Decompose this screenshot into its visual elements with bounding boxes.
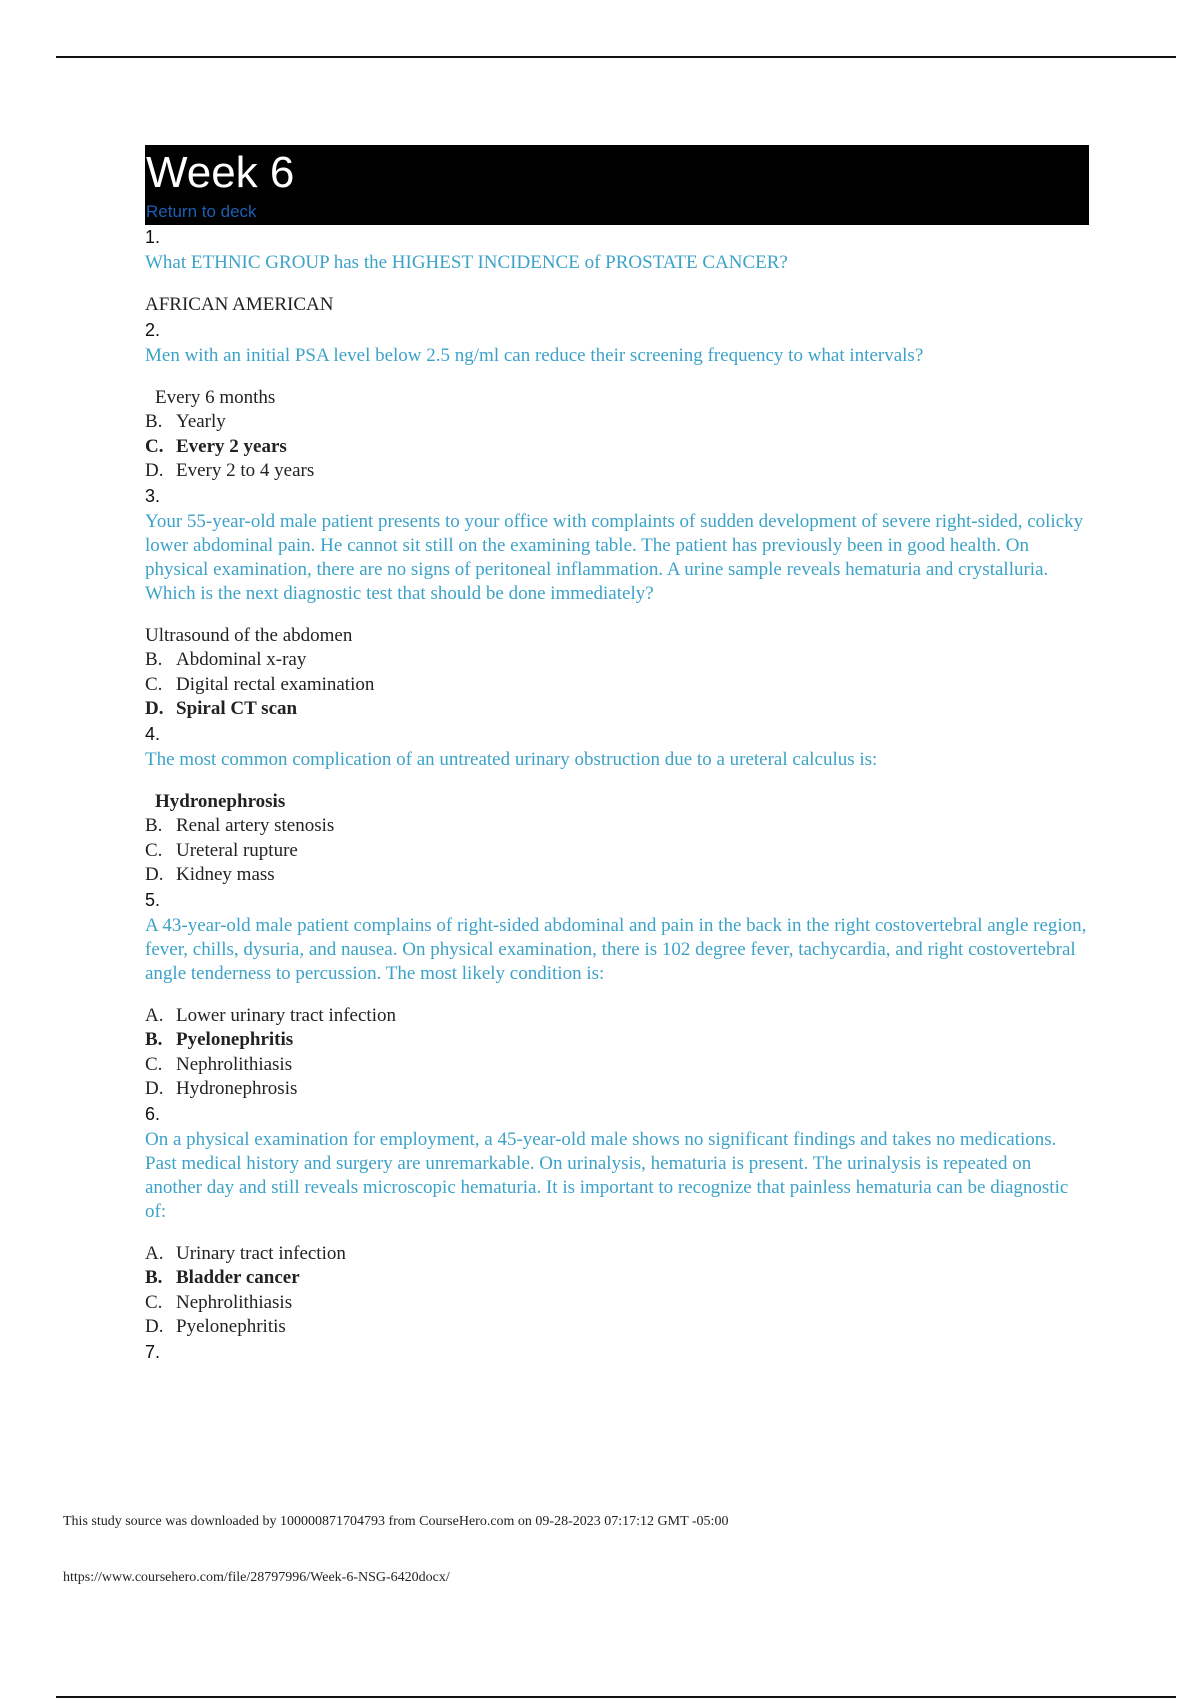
question-number: 4. (145, 723, 161, 744)
answer-letter: C. (145, 1291, 163, 1313)
answer-letter: B. (145, 411, 163, 432)
return-to-deck-link[interactable]: Return to deck (146, 202, 257, 221)
answer-text: Bladder cancer (176, 1267, 300, 1288)
answer-letter: C. (145, 435, 164, 457)
answer-text: Urinary tract infection (176, 1242, 346, 1264)
answer-item (145, 386, 1089, 411)
question-number: 5. (145, 889, 161, 910)
answer-text: Ultrasound of the abdomen (145, 624, 353, 646)
answer-text: Spiral CT scan (176, 698, 298, 719)
answer-item (145, 1053, 1089, 1078)
answer-item (145, 673, 1089, 698)
answer-letter: C. (145, 1053, 163, 1075)
top-rule (56, 56, 1176, 58)
question-text: What ETHNIC GROUP has the HIGHEST INCIDENCE of PROSTATE CANCER? (145, 252, 788, 273)
answer-letter: B. (145, 1029, 163, 1050)
answer-text: Yearly (176, 411, 226, 432)
answer-letter: D. (145, 1078, 164, 1099)
answer-text: Hydronephrosis (176, 1078, 298, 1099)
answer-item (145, 293, 1089, 318)
answer-item-correct (145, 697, 1089, 722)
question-number: 1. (145, 227, 161, 247)
answer-letter: B. (145, 649, 163, 670)
answer-text: Every 2 years (176, 435, 287, 457)
answer-text: Abdominal x-ray (176, 649, 307, 670)
answer-letter: C. (145, 839, 163, 861)
question-text: Men with an initial PSA level below 2.5 ng/ml can reduce their screening frequency to what intervals? (145, 344, 924, 366)
download-notice: This study source was downloaded by 100000871704793 from CourseHero.com on 09-28-2023 07:17:12 GMT -05:00 (63, 1514, 729, 1529)
answer-letter: D. (145, 698, 164, 719)
answer-letter: D. (145, 460, 164, 481)
answer-item (145, 1242, 1089, 1267)
answer-text: Digital rectal examination (176, 673, 375, 695)
answer-item (145, 410, 1089, 435)
answer-letter: B. (145, 1267, 163, 1288)
answer-item-correct (145, 1266, 1089, 1291)
answer-item-correct (145, 790, 1089, 815)
answer-item-correct (145, 435, 1089, 460)
answer-item (145, 863, 1089, 888)
document-body (145, 145, 1089, 1364)
answer-letter: C. (145, 673, 163, 695)
answer-item (145, 624, 1089, 649)
question-number: 7. (145, 1341, 161, 1362)
answer-text: Every 2 to 4 years (176, 460, 315, 481)
question-number: 2. (145, 319, 161, 340)
answer-text: AFRICAN AMERICAN (145, 294, 334, 315)
answer-text: Nephrolithiasis (176, 1053, 293, 1075)
question-number: 3. (145, 485, 161, 506)
answer-item-correct (145, 1028, 1089, 1053)
question-number: 6. (145, 1103, 161, 1124)
bottom-rule (56, 1696, 1176, 1698)
answer-item (145, 1077, 1089, 1102)
answer-item (145, 1315, 1089, 1340)
answer-letter: D. (145, 864, 164, 885)
source-url[interactable]: https://www.coursehero.com/file/28797996/Week-6-NSG-6420docx/ (63, 1570, 450, 1585)
answer-item (145, 648, 1089, 673)
answer-text: Lower urinary tract infection (176, 1004, 396, 1026)
deck-header (145, 145, 1089, 225)
question-text: Your 55-year-old male patient presents to your office with complaints of sudden development of severe right-sided, colicky lower abdominal pain. He cannot sit still on the examining table. The patient has previously been in good health. On physical examination, there are no signs of peritoneal inflammation. A urine sample reveals hematuria and crystalluria. Which is the next diagnostic test that should be done immediately? (145, 510, 1084, 604)
question-text: The most common complication of an untreated urinary obstruction due to a ureteral calculus is: (145, 748, 878, 770)
answer-letter: A. (145, 1004, 164, 1026)
answer-item (145, 1004, 1089, 1029)
answer-item (145, 459, 1089, 484)
answer-letter: A. (145, 1242, 164, 1264)
answer-item (145, 814, 1089, 839)
answer-item (145, 839, 1089, 864)
answer-text: Kidney mass (176, 864, 275, 885)
page-title: Week 6 (146, 148, 295, 197)
question-text: On a physical examination for employment, a 45-year-old male shows no significant findings and takes no medications. Past medical history and surgery are unremarkable. On urinalysis, hematuria is present. The urinalysis is repeated on another day and still reveals microscopic hematuria. It is important to recognize that painless hematuria can be diagnostic of: (145, 1128, 1069, 1222)
answer-text: Ureteral rupture (176, 839, 298, 861)
answer-text: Nephrolithiasis (176, 1291, 293, 1313)
question-text: A 43-year-old male patient complains of right-sided abdominal and pain in the back in the right costovertebral angle region, fever, chills, dysuria, and nausea. On physical examination, there is 102 degree fever, tachycardia, and right costovertebral angle tenderness to percussion. The most likely condition is: (145, 914, 1087, 984)
answer-text: Pyelonephritis (176, 1029, 294, 1050)
answer-letter: D. (145, 1316, 164, 1337)
answer-item (145, 1291, 1089, 1316)
answer-text: Renal artery stenosis (176, 815, 335, 836)
answer-text: Every 6 months (155, 386, 276, 408)
answer-letter: B. (145, 815, 163, 836)
answer-text: Pyelonephritis (176, 1316, 286, 1337)
answer-text: Hydronephrosis (155, 790, 286, 812)
